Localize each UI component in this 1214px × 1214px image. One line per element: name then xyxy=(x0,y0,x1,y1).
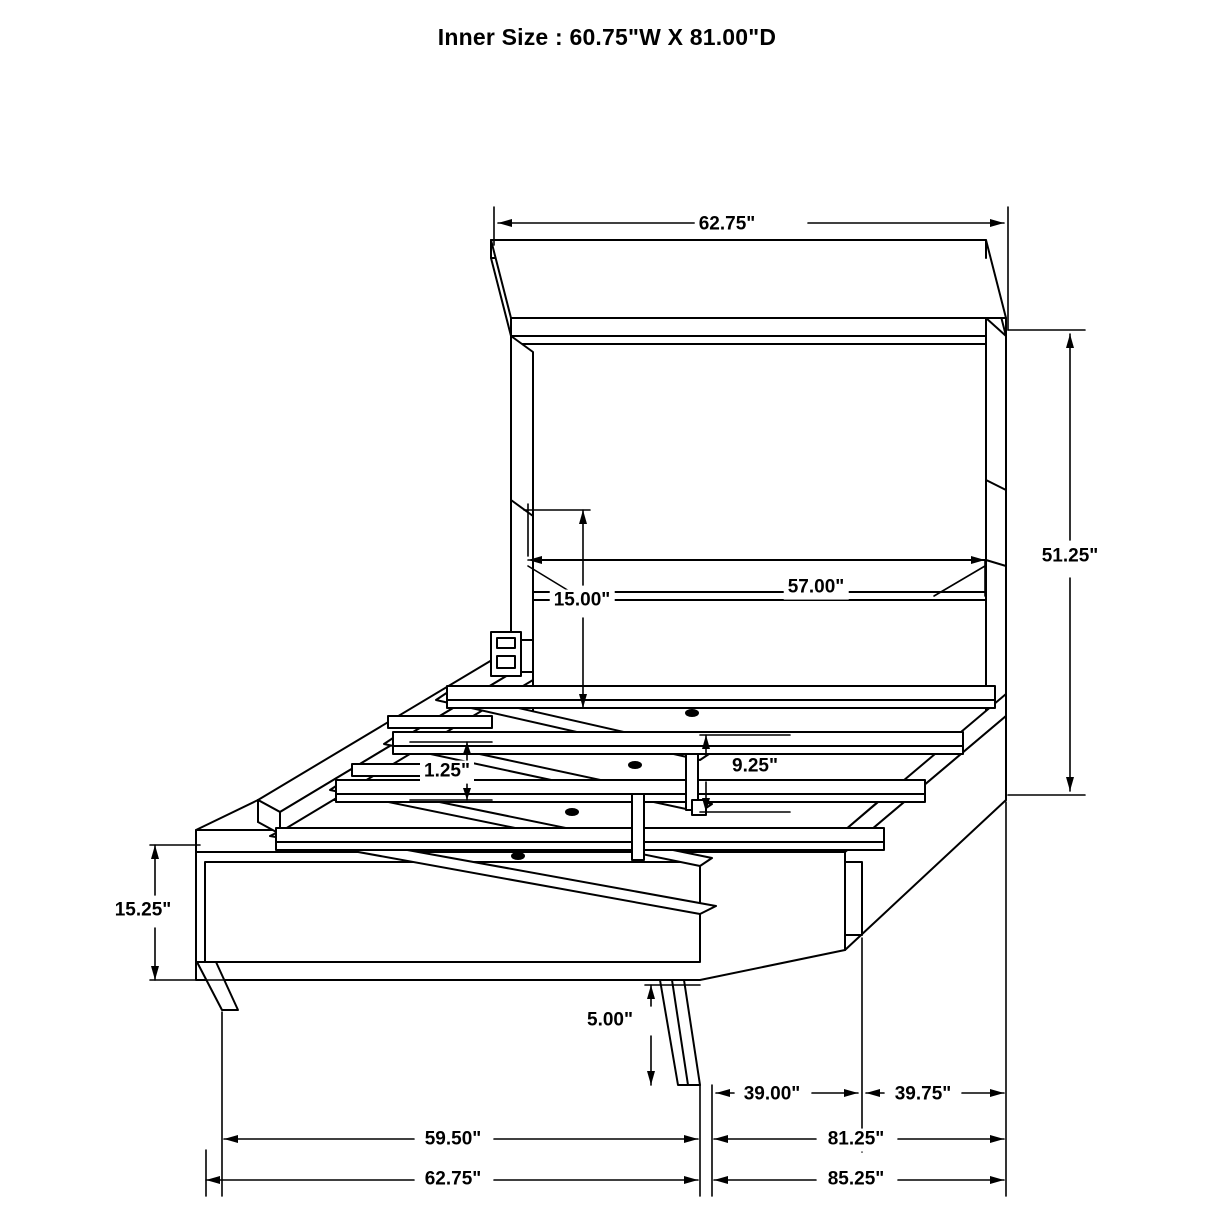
dimension-label-inner-depth-front: 39.00" xyxy=(740,1084,805,1107)
dimension-label-slat-thickness: 1.25" xyxy=(420,761,474,784)
page-title: Inner Size : 60.75"W X 81.00"D xyxy=(437,24,777,50)
dimension-label-footboard-height: 15.25" xyxy=(111,900,176,923)
dimension-label-deck-height: 9.25" xyxy=(728,756,782,779)
dimension-label-overall-height: 51.25" xyxy=(1038,546,1103,569)
dimension-label-outer-width: 62.75" xyxy=(421,1169,486,1192)
dimension-label-leg-height: 5.00" xyxy=(583,1010,637,1033)
dimension-label-slat-to-headboard: 15.00" xyxy=(550,590,615,613)
dimension-label-headboard-panel-width: 57.00" xyxy=(784,577,849,600)
dimension-label-inner-depth-total: 81.25" xyxy=(824,1129,889,1152)
dimension-label-inner-depth-back: 39.75" xyxy=(891,1084,956,1107)
dimension-label-outer-depth: 85.25" xyxy=(824,1169,889,1192)
dimension-label-headboard-width: 62.75" xyxy=(695,214,760,237)
dimension-label-inner-width: 59.50" xyxy=(421,1129,486,1152)
